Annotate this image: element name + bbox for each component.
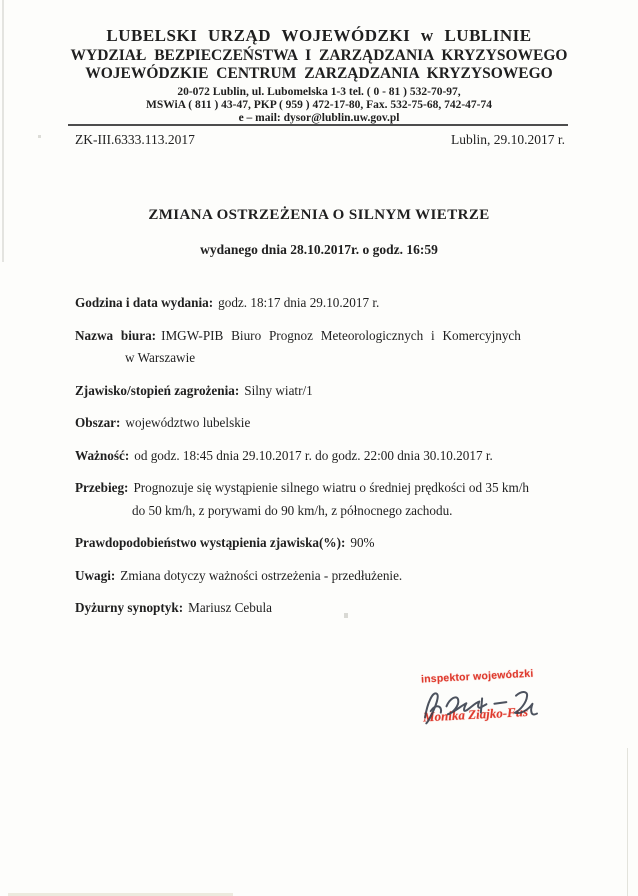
org-email: e – mail: dysor@lublin.uw.gov.pl [238,112,400,124]
place-and-date: Lublin, 29.10.2017 r. [451,132,565,147]
field-issue-datetime [75,292,567,315]
field-value: Mariusz Cebula [188,600,272,615]
field-course [75,477,567,522]
document-subtitle: wydanego dnia 28.10.2017r. o godz. 16:59 [200,242,438,257]
official-stamp [421,666,560,725]
stamp-signatory-name: Monika Ziajko-Fus [422,704,529,725]
field-value: IMGW-PIB Biuro Prognoz Meteorologicznych i Komercyjnych [161,327,521,343]
reference-row [75,132,565,148]
document-title: ZMIANA OSTRZEŻENIA O SILNYM WIETRZE [148,207,490,223]
letterhead [0,26,638,124]
field-label: Dyżurny synoptyk: [75,600,184,615]
field-value: Prognozuje się wystąpienie silnego wiatru o średniej prędkości od 35 km/h [133,480,530,495]
scan-artifact-right-edge [627,748,628,896]
field-label: Przebieg: [75,480,129,495]
field-value: 90% [350,535,375,550]
document-body [75,292,567,630]
field-value: od godz. 18:45 dnia 29.10.2017 r. do godz. 22:00 dnia 30.10.2017 r. [134,447,493,463]
org-address: 20-072 Lublin, ul. Lubomelska 1-3 tel. ( 0 - 81 ) 532-70-97, [177,86,461,98]
field-value: godz. 18:17 dnia 29.10.2017 r. [218,295,380,310]
field-label: Uwagi: [75,567,116,583]
org-department: WYDZIAŁ BEZPIECZEŃSTWA I ZARZĄDZANIA KRYZYSOWEGO [70,47,568,64]
field-label: Ważność: [75,447,130,463]
field-label: Obszar: [75,415,121,430]
field-synoptician [75,597,567,620]
field-value-continued: w Warszawie [125,350,196,365]
title-block [0,207,638,258]
field-label: Zjawisko/stopień zagrożenia: [75,382,240,398]
field-label: Godzina i data wydania: [75,295,214,310]
org-name: LUBELSKI URZĄD WOJEWÓDZKI w LUBLINIE [106,26,532,45]
field-label: Nazwa biura: [75,327,157,343]
field-label: Prawdopodobieństwo wystąpienia zjawiska(%): [75,535,346,550]
reference-number: ZK-III.6333.113.2017 [75,132,195,147]
field-probability [75,532,567,555]
field-value: województwo lubelskie [125,415,251,430]
field-value: Silny wiatr/1 [244,382,313,398]
field-office-name [75,325,567,370]
letterhead-divider [68,124,568,126]
field-remarks [75,565,567,588]
handwritten-signature [415,677,557,730]
org-phones: MSWiA ( 811 ) 43-47, PKP ( 959 ) 472-17-80, Fax. 532-75-68, 742-47-74 [145,99,493,111]
org-center: WOJEWÓDZKIE CENTRUM ZARZĄDZANIA KRYZYSOWEGO [85,65,553,82]
field-value: Zmiana dotyczy ważności ostrzeżenia - przedłużenie. [120,567,403,583]
field-phenomenon [75,380,567,403]
field-area [75,412,567,435]
field-value-continued: do 50 km/h, z porywami do 90 km/h, z północnego zachodu. [132,502,453,518]
stamp-role-title: inspektor wojewódzki [420,667,534,686]
field-validity [75,445,567,468]
scan-artifact-speck [38,135,41,138]
